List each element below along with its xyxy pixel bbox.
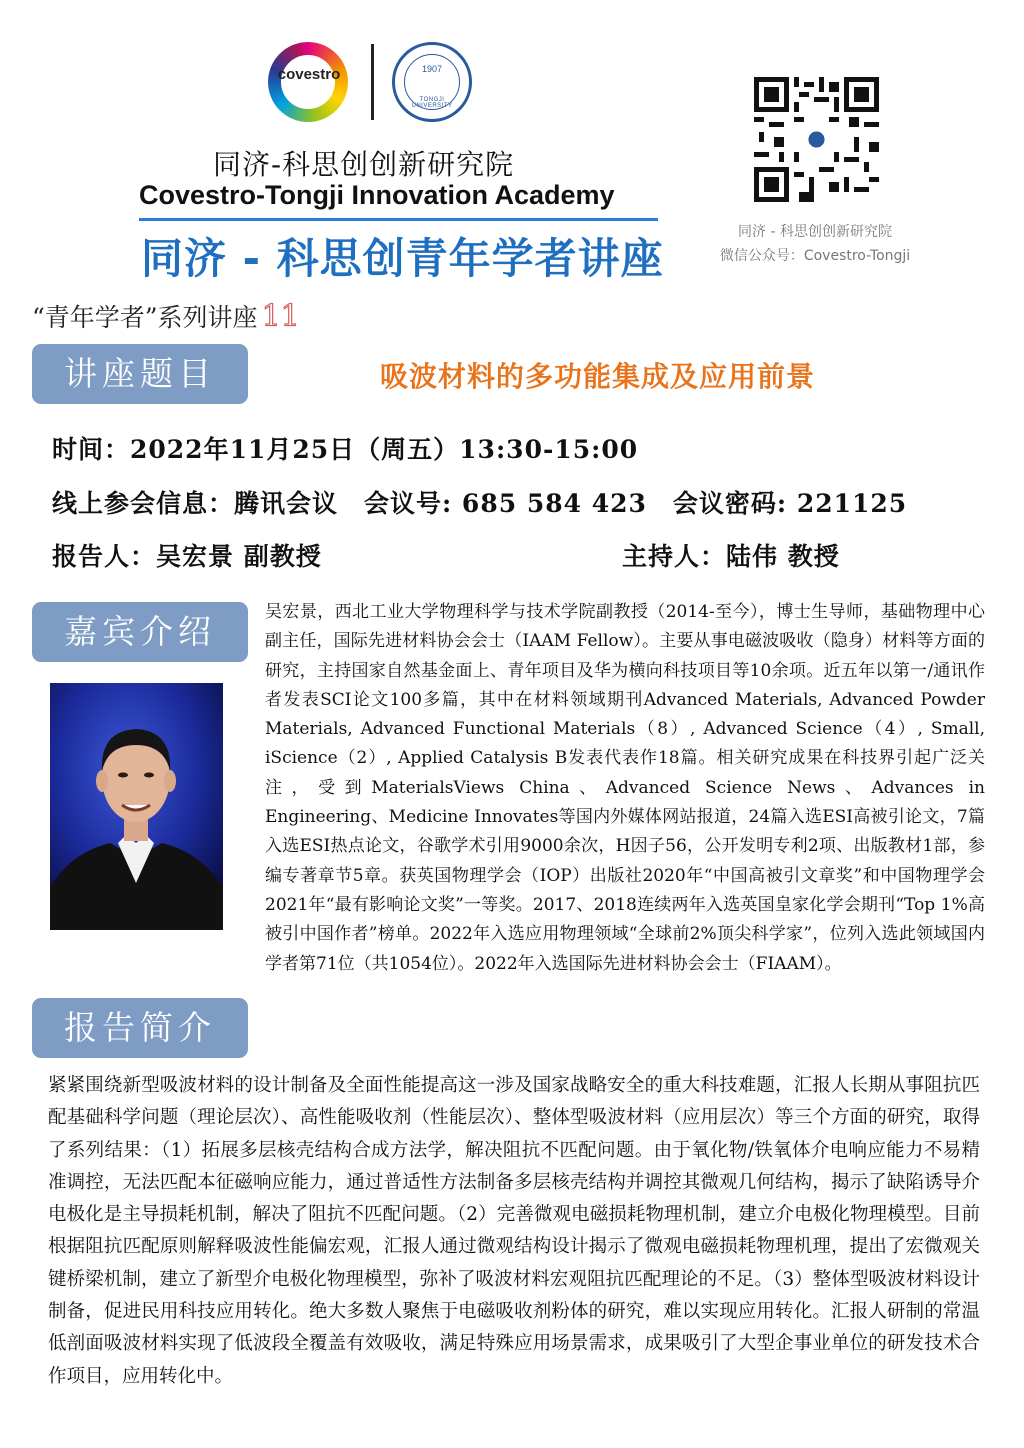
academy-name-cn: 同济-科思创创新研究院 bbox=[213, 148, 515, 181]
academy-name-en: Covestro-Tongji Innovation Academy bbox=[139, 180, 615, 210]
host-info: 主持人：陆伟 教授 bbox=[622, 542, 840, 571]
series-heading bbox=[32, 298, 300, 334]
covestro-logo-text: covestro bbox=[277, 66, 341, 83]
guest-label-box: 嘉宾介绍 bbox=[32, 602, 248, 662]
qr-caption-academy: 同济 - 科思创创新研究院 bbox=[738, 224, 892, 240]
speaker-biography: 吴宏景，西北工业大学物理科学与技术学院副教授（2014-至今），博士生导师，基础物理中心副主任，国际先进材料协会会士（IAAM Fellow）。主要从事电磁波吸收（隐身）材料等方面的研究，主持国家自然基金面上、青年项目及华为横向科技项目等10余项。近五年以第一/通讯作者发表SCI论文100多篇，其中在材料领域期刊Advanced Materials, Advanced Powder Materials, Advanced Functional Materials（8）, Advanced Science（4）, Small, iScience（2）, Applied Catalysis B发表代表作18篇。相关研究成果在科技界引起广泛关注，受到MaterialsViews China、Advanced Science News、Advances in Engineering、Medicine Innovates等国内外媒体网站报道，24篇入选ESI高被引论文，7篇入选ESI热点论文，谷歌学术引用9000余次，H因子56，公开发明专利2项、出版教材1部，参编专著章节5章。获英国物理学会（IOP）出版社2020年“中国高被引文章奖”和中国物理学会2021年“最有影响论文奖”一等奖。2017、2018连续两年入选英国皇家化学会期刊“Top 1%高被引中国作者”榜单。2022年入选应用物理领域“全球前2%顶尖科学家”，位列入选此领域国内学者第71位（共1054位）。2022年入选国际先进材料协会会士（FIAAM）。 bbox=[265, 602, 985, 974]
seal-year: 1907 bbox=[421, 64, 443, 74]
topic-label-box: 讲座题目 bbox=[32, 344, 248, 404]
seal-university-name: TONGJI UNIVERSITY bbox=[411, 97, 453, 109]
meeting-info: 线上参会信息：腾讯会议 会议号: 685 584 423 会议密码: 221125 bbox=[52, 489, 908, 518]
lecture-topic-title: 吸波材料的多功能集成及应用前景 bbox=[380, 360, 816, 393]
qr-caption-wechat: 微信公众号：Covestro-Tongji bbox=[719, 248, 911, 264]
logo-divider bbox=[371, 44, 374, 120]
header-divider bbox=[139, 218, 658, 221]
lecture-abstract: 紧紧围绕新型吸波材料的设计制备及全面性能提高这一涉及国家战略安全的重大科技难题，汇报人长期从事阻抗匹配基础科学问题（理论层次）、高性能吸收剂（性能层次）、整体型吸波材料（应用层次）等三个方面的研究，取得了系列结果：（1）拓展多层核壳结构合成方法学，解决阻抗不匹配问题。由于氧化物/铁氧体介电响应能力不易精准调控，无法匹配本征磁响应能力，通过普适性方法制备多层核壳结构并调控其微观几何结构，揭示了缺陷诱导介电极化是主导损耗机制，解决了阻抗不匹配问题。（2）完善微观电磁损耗物理机制，建立介电极化物理模型。目前根据阻抗匹配原则解释吸波性能偏宏观，汇报人通过微观结构设计揭示了微观电磁损耗物理机理，提出了宏微观关键桥梁机制，建立了新型介电极化物理模型，弥补了吸波材料宏观阻抗匹配理论的不足。（3）整体型吸波材料设计制备，促进民用科技应用转化。绝大多数人聚焦于电磁吸收剂粉体的研究，难以实现应用转化。汇报人研制的常温低剖面吸波材料实现了低波段全覆盖有效吸收，满足特殊应用场景需求，成果吸引了大型企事业单位的研发技术合作项目，应用转化中。 bbox=[48, 1075, 980, 1387]
series-label: “青年学者”系列讲座 bbox=[32, 303, 258, 332]
series-number: 11 bbox=[261, 299, 300, 334]
lecture-series-title: 同济 - 科思创青年学者讲座 bbox=[141, 234, 664, 283]
speaker-info: 报告人：吴宏景 副教授 bbox=[52, 542, 322, 571]
qr-code-icon bbox=[754, 77, 879, 202]
abstract-label-box: 报告简介 bbox=[32, 998, 248, 1058]
speaker-photo bbox=[50, 683, 223, 930]
lecture-time: 时间：2022年11月25日（周五）13:30-15:00 bbox=[52, 435, 639, 464]
